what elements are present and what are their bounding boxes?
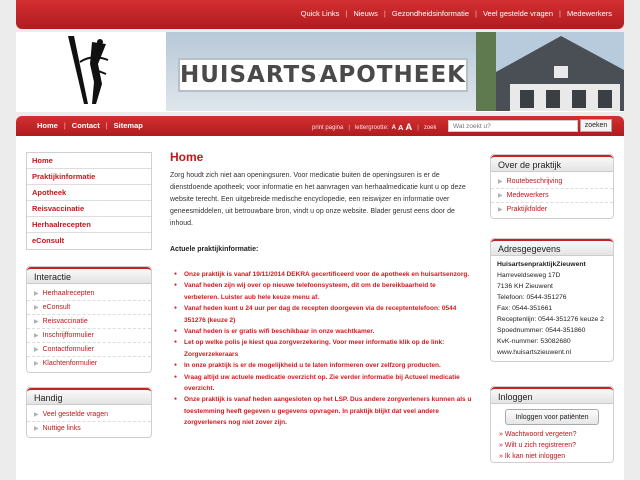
- font-size-label: lettergrootte:: [354, 124, 389, 131]
- arrow-right-icon: »: [499, 453, 505, 460]
- arrow-right-icon: »: [499, 431, 505, 438]
- adres-title: Adresgegevens: [491, 239, 613, 256]
- left-nav-praktijkinformatie[interactable]: Praktijkinformatie: [27, 169, 151, 185]
- arrow-right-icon: ▶: [34, 305, 39, 311]
- banner-sign: [178, 58, 468, 92]
- font-size-large[interactable]: A: [405, 122, 413, 133]
- interactie-item[interactable]: ▶ Inschrijfformulier: [27, 329, 151, 343]
- handig-item[interactable]: ▶ Veel gestelde vragen: [27, 408, 151, 422]
- search-label: zoek: [423, 124, 437, 131]
- login-links: [491, 429, 613, 462]
- adres-website: www.huisartszieuwent.nl: [497, 349, 572, 356]
- register-link[interactable]: » Wilt u zich registreren?: [499, 442, 577, 449]
- banner-word-huisarts: HUISARTS: [180, 62, 318, 88]
- handig-box: [26, 387, 152, 438]
- banner-word-apotheek: APOTHEEK: [319, 62, 466, 88]
- adres-kvk: KvK-nummer: 53082680: [497, 338, 571, 345]
- left-nav-home[interactable]: Home: [27, 153, 151, 169]
- arrow-right-icon: ▶: [34, 291, 39, 297]
- news-item: ● Vanaf heden is er gratis wifi beschikbaar in onze wachtkamer.: [184, 326, 472, 337]
- inloggen-title: Inloggen: [491, 387, 613, 404]
- forgot-password-link[interactable]: » Wachtwoord vergeten?: [499, 431, 577, 438]
- interactie-box: [26, 266, 152, 373]
- arrow-right-icon: »: [499, 442, 505, 449]
- news-item[interactable]: ● Vraag altijd uw actuele medicatie overzicht op. Zie verder informatie bij Actueel medicatie overzicht.: [184, 372, 472, 395]
- page-title: Home: [170, 150, 204, 164]
- news-item: ● Vanaf heden kunt u 24 uur per dag de recepten doorgeven via de receptentelefoon: 0544 351276 (keuze 2): [184, 303, 472, 326]
- quick-link-nieuws[interactable]: Nieuws: [353, 9, 378, 18]
- font-size-medium[interactable]: A: [397, 123, 404, 132]
- adres-phone: Telefoon: 0544-351276: [497, 294, 567, 301]
- adres-fax: Fax: 0544-351661: [497, 305, 553, 312]
- left-column: [26, 152, 152, 250]
- quick-links: Quick Links | Nieuws | Gezondheidsinformatie | Veel gestelde vragen | Medewerkers: [300, 9, 612, 18]
- news-list: [170, 269, 472, 429]
- quick-link-gezondheidsinformatie[interactable]: Gezondheidsinformatie: [391, 9, 470, 18]
- left-nav-reisvaccinatie[interactable]: Reisvaccinatie: [27, 201, 151, 217]
- inloggen-box: [490, 386, 614, 463]
- arrow-right-icon: ▶: [34, 426, 39, 432]
- adres-spoed: Spoednummer: 0544-351860: [497, 327, 586, 334]
- arrow-right-icon: ▶: [34, 412, 39, 418]
- nav-contact[interactable]: Contact: [71, 121, 100, 130]
- search-input[interactable]: [448, 120, 578, 132]
- font-size-small[interactable]: A: [391, 124, 396, 131]
- quick-link-faq[interactable]: Veel gestelde vragen: [482, 9, 554, 18]
- quick-link-medewerkers[interactable]: Medewerkers: [566, 9, 612, 18]
- interactie-item[interactable]: ▶ Klachtenformulier: [34, 360, 98, 367]
- news-item: ● In onze praktijk is er de mogelijkheid u te laten informeren over zelfzorg producten.: [184, 360, 472, 371]
- adres-body: [491, 256, 613, 361]
- adres-box: [490, 238, 614, 362]
- left-nav-apotheek[interactable]: Apotheek: [27, 185, 151, 201]
- left-nav-econsult[interactable]: eConsult: [32, 236, 65, 245]
- nav-home[interactable]: Home: [37, 121, 58, 130]
- page-tools: print pagina | lettergrootte: A A A | zoek: [312, 122, 437, 133]
- login-button[interactable]: Inloggen voor patiënten: [505, 409, 599, 425]
- arrow-right-icon: ▶: [498, 179, 503, 185]
- intro-text: Zorg houdt zich niet aan openingsuren. Voor medicatie buiten de openingsuren is er de dienstdoende apotheek; voor informatie en het aanvragen van herhaalmedicatie kunt u op deze website terecht. Een uitgebreide medische encyclopedie, een reiswijzer en informatie over geneesmiddelen, uit betrouwbare bron, vindt u op onze website. Blader gerust eens door de inhoud.: [170, 172, 466, 227]
- cannot-login-link[interactable]: » Ik kan niet inloggen: [499, 453, 566, 460]
- main-navbar: [16, 116, 624, 136]
- arrow-right-icon: ▶: [34, 333, 39, 339]
- left-nav: [26, 152, 152, 250]
- quick-links-title[interactable]: Quick Links: [300, 9, 340, 18]
- interactie-item[interactable]: ▶ Herhaalrecepten: [27, 287, 151, 301]
- main-nav: Home | Contact | Sitemap: [37, 121, 143, 130]
- adres-city: 7136 KH Zieuwent: [497, 283, 553, 290]
- interactie-item[interactable]: ▶ Contactformulier: [27, 343, 151, 357]
- over-praktijk-box: [490, 154, 614, 219]
- search-button[interactable]: zoeken: [580, 119, 612, 132]
- handig-item[interactable]: ▶ Nuttige links: [34, 425, 81, 432]
- over-item-route[interactable]: ▶ Routebeschrijving: [491, 175, 613, 189]
- adres-receptenlijn: Receptenlijn: 0544-351276 keuze 2: [497, 316, 604, 323]
- interactie-item[interactable]: ▶ eConsult: [27, 301, 151, 315]
- news-item[interactable]: ● Let op welke polis je kiest qua zorgverzekering. Voor meer informatie klik op de link: Zorgverzekeraars: [184, 337, 472, 360]
- header: [16, 32, 624, 112]
- over-item-medewerkers[interactable]: ▶ Medewerkers: [491, 189, 613, 203]
- interactie-item[interactable]: ▶ Reisvaccinatie: [27, 315, 151, 329]
- practice-name: HuisartsenpraktijkZieuwent: [497, 261, 586, 268]
- building-photo-icon: [476, 32, 624, 111]
- nav-sitemap[interactable]: Sitemap: [113, 121, 143, 130]
- print-page-link[interactable]: print pagina: [312, 124, 344, 131]
- header-banner: [166, 32, 624, 111]
- news-item: ● Onze praktijk is vanaf 19/11/2014 DEKRA gecertificeerd voor de apotheek en huisartsenzorg.: [184, 269, 472, 280]
- left-nav-herhaalrecepten[interactable]: Herhaalrecepten: [27, 217, 151, 233]
- interactie-title: Interactie: [27, 267, 151, 284]
- handig-title: Handig: [27, 388, 151, 405]
- arrow-right-icon: ▶: [34, 319, 39, 325]
- logo-icon[interactable]: [62, 34, 118, 110]
- news-item: ● Vanaf heden zijn wij over op nieuwe telefoonsysteem, dit om de bereikbaarheid te verbeteren. Luister aub hele keuze menu af.: [184, 280, 472, 303]
- adres-street: Harreveldseweg 17D: [497, 272, 561, 279]
- over-praktijk-title: Over de praktijk: [491, 155, 613, 172]
- over-item-folder[interactable]: ▶ Praktijkfolder: [498, 206, 548, 213]
- content-area: [16, 136, 624, 480]
- arrow-right-icon: ▶: [34, 361, 39, 367]
- main-column: [170, 150, 472, 429]
- top-bar: [16, 0, 624, 29]
- arrow-right-icon: ▶: [498, 193, 503, 199]
- news-item: ● Onze praktijk is vanaf heden aangesloten op het LSP. Dus andere zorgverleners kunnen als u toestemming heeft gegeven u gegevens opvragen. In praktijk blijkt dat veel andere zorgverleners nog niet zover zijn.: [184, 394, 472, 428]
- arrow-right-icon: ▶: [498, 207, 503, 213]
- news-subhead: Actuele praktijkinformatie:: [170, 246, 259, 253]
- arrow-right-icon: ▶: [34, 347, 39, 353]
